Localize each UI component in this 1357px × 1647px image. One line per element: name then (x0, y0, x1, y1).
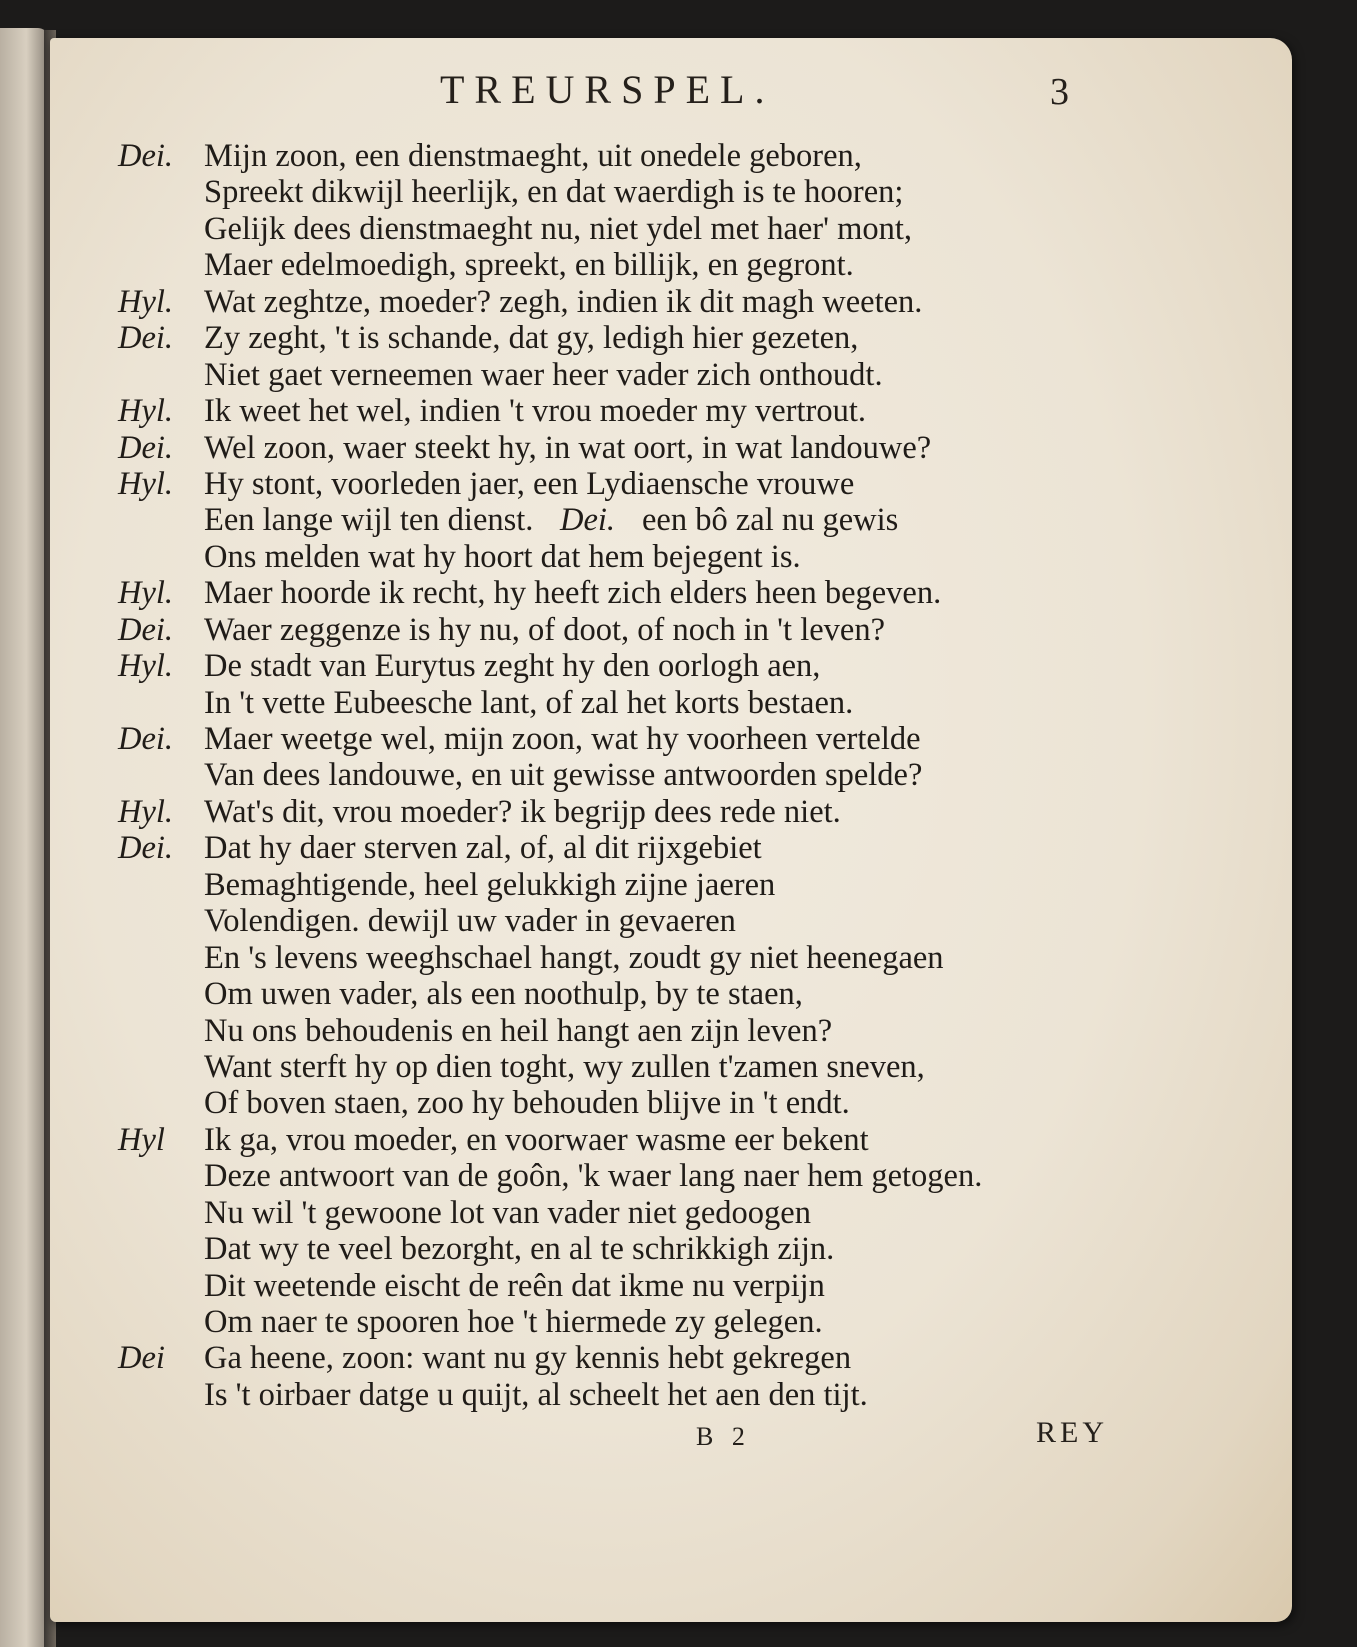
speaker-name: Dei. (560, 502, 616, 539)
verse-text: Maer weetge wel, mijn zoon, wat hy voorheen vertelde (204, 721, 921, 757)
verse-line (118, 1304, 1078, 1340)
verse-text: In 't vette Eubeesche lant, of zal het korts bestaen. (204, 684, 854, 721)
catchword: REY (1036, 1416, 1108, 1449)
speaker-name: Dei. (118, 830, 174, 867)
verse-line (118, 648, 1078, 684)
verse-line (118, 830, 1078, 866)
verse-text: Wel zoon, waer steekt hy, in wat oort, in wat landouwe? (204, 429, 932, 466)
verse-line (118, 1377, 1078, 1413)
verse-text: Maer hoorde ik recht, hy heeft zich elders heen begeven. (204, 575, 942, 612)
verse-text: Spreekt dikwijl heerlijk, en dat waerdigh is te hooren; (204, 174, 904, 211)
verse-text: Ik ga, vrou moeder, en voorwaer wasme eer bekent (204, 1121, 869, 1158)
verse-line (118, 721, 1078, 757)
verse-line (118, 1268, 1078, 1304)
verse-text: Zy zeght, 't is schande, dat gy, ledigh hier gezeten, (204, 320, 859, 357)
verse-text: Dat hy daer sterven zal, of, al dit rijxgebiet (204, 830, 762, 867)
verse-line (118, 612, 1078, 648)
verse-text: Bemaghtigende, heel gelukkigh zijne jaeren (204, 866, 776, 903)
verse-text: een bô zal nu gewis (642, 502, 899, 539)
verse-text: Hy stont, voorleden jaer, een Lydiaensche vrouwe (204, 465, 855, 502)
verse-text: Nu ons behoudenis en heil hangt aen zijn leven? (204, 1012, 833, 1049)
verse-line (118, 393, 1078, 429)
verse-text: Ik weet het wel, indien 't vrou moeder my vertrout. (204, 393, 866, 430)
verse-text: Om uwen vader, als een noothulp, by te staen, (204, 976, 803, 1013)
speaker-name: Dei. (118, 138, 174, 174)
speaker-name: Hyl (118, 1121, 165, 1158)
verse-line (118, 430, 1078, 466)
verse-line (118, 1049, 1078, 1085)
verse-text: En 's levens weeghschael hangt, zoudt gy niet heenegaen (204, 939, 944, 976)
verse-text: Wat zeghtze, moeder? zegh, indien ik dit magh weeten. (204, 283, 923, 320)
speaker-name: Hyl. (118, 283, 174, 320)
verse-text: Niet gaet verneemen waer heer vader zich onthoudt. (204, 356, 883, 393)
verse-text: Dat wy te veel bezorght, en al te schrikkigh zijn. (204, 1231, 835, 1268)
verse-line (118, 174, 1078, 210)
verse-line (118, 575, 1078, 611)
verse-line (118, 940, 1078, 976)
verse-line (118, 1013, 1078, 1049)
facing-page-edge (0, 28, 48, 1647)
verse-line (118, 757, 1078, 793)
verse-line (118, 794, 1078, 830)
verse-line (118, 1195, 1078, 1231)
verse-text: Nu wil 't gewoone lot van vader niet gedoogen (204, 1194, 811, 1231)
verse-text: Mijn zoon, een dienstmaeght, uit onedele geboren, (204, 138, 862, 174)
verse-line (118, 867, 1078, 903)
running-head: TREURSPEL. (440, 67, 775, 112)
speaker-name: Dei (118, 1340, 165, 1377)
speaker-name: Hyl. (118, 648, 174, 685)
speaker-name: Dei. (118, 429, 174, 466)
verse-text: Maer edelmoedigh, spreekt, en billijk, en gegront. (204, 247, 854, 284)
verse-line (118, 247, 1078, 283)
verse-text: Deze antwoort van de goôn, 'k waer lang naer hem getogen. (204, 1158, 983, 1195)
verse-line (118, 138, 1078, 174)
verse-text: Gelijk dees dienstmaeght nu, niet ydel met haer' mont, (204, 210, 913, 247)
verse-line (118, 1231, 1078, 1267)
speaker-name: Dei. (118, 611, 174, 648)
signature-mark: B 2 (696, 1422, 751, 1451)
verse-line (118, 466, 1078, 502)
verse-text: Om naer te spooren hoe 't hiermede zy gelegen. (204, 1304, 823, 1340)
verse-line (118, 211, 1078, 247)
verse-line (118, 284, 1078, 320)
verse-text: Een lange wijl ten dienst. (204, 502, 534, 539)
verse-text: Wat's dit, vrou moeder? ik begrijp dees rede niet. (204, 793, 841, 830)
verse-line (118, 1085, 1078, 1121)
verse-text: Waer zeggenze is hy nu, of doot, of noch in 't leven? (204, 611, 885, 648)
play-text (118, 138, 1078, 1413)
verse-line (118, 320, 1078, 356)
verse-line (118, 539, 1078, 575)
verse-text: Van dees landouwe, en uit gewisse antwoorden spelde? (204, 757, 923, 794)
verse-text: Ga heene, zoon: want nu gy kennis hebt gekregen (204, 1340, 852, 1377)
verse-line (118, 502, 1078, 538)
verse-line (118, 903, 1078, 939)
verse-line (118, 1122, 1078, 1158)
verse-line (118, 1340, 1078, 1376)
verse-text: Is 't oirbaer datge u quijt, al scheelt het aen den tijt. (204, 1376, 868, 1413)
verse-text: Volendigen. dewijl uw vader in gevaeren (204, 903, 736, 940)
speaker-name: Dei. (118, 721, 174, 757)
verse-text: Ons melden wat hy hoort dat hem bejegent is. (204, 538, 801, 575)
verse-text: Of boven staen, zoo hy behouden blijve in 't endt. (204, 1085, 850, 1122)
verse-text: De stadt van Eurytus zeght hy den oorlogh aen, (204, 648, 821, 685)
verse-line (118, 357, 1078, 393)
page-number: 3 (1050, 71, 1069, 113)
verse-text: Want sterft hy op dien toght, wy zullen t'zamen sneven, (204, 1048, 925, 1085)
speaker-name: Hyl. (118, 793, 174, 830)
speaker-name: Hyl. (118, 465, 174, 502)
speaker-name: Hyl. (118, 393, 174, 430)
verse-text: Dit weetende eischt de reên dat ikme nu verpijn (204, 1267, 825, 1304)
verse-line (118, 685, 1078, 721)
verse-line (118, 1158, 1078, 1194)
speaker-name: Hyl. (118, 575, 174, 612)
verse-line (118, 976, 1078, 1012)
speaker-name: Dei. (118, 320, 174, 357)
